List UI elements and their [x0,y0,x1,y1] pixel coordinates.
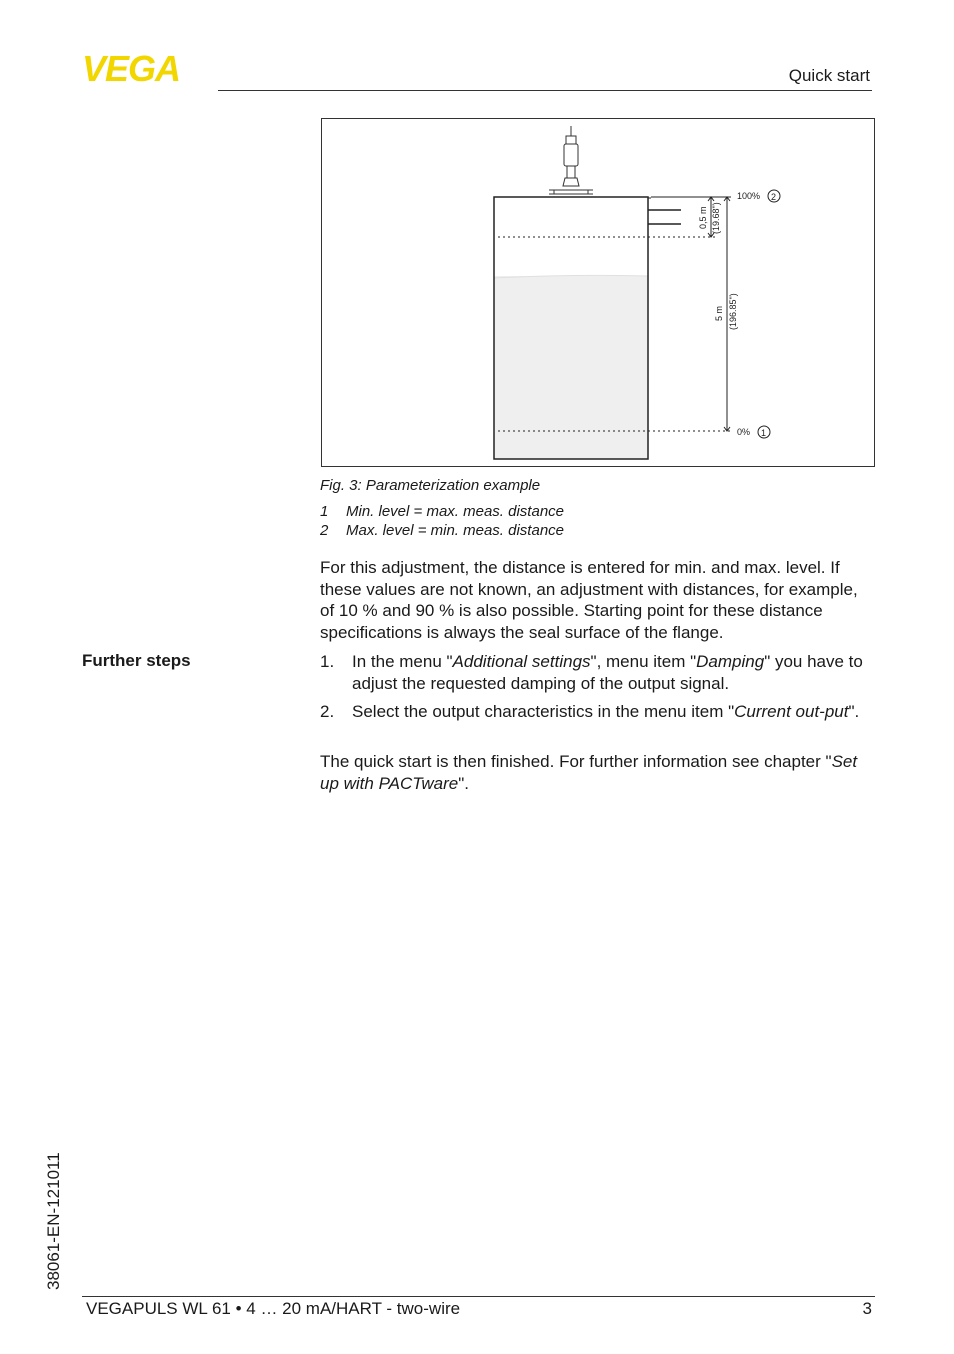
dim-small-in: (19.68") [711,202,721,234]
vega-logo [82,52,212,84]
finish-paragraph: The quick start is then finished. For further information see chapter "Set up with PACTware". [320,752,858,793]
dim-large-in: (196.85") [728,293,738,330]
logo-text: VEGA [82,52,181,84]
step-2: 2. Select the output characteristics in the menu item "Current out-put". [320,702,860,721]
header-section-title: Quick start [788,66,870,85]
legend-item-1 [320,503,564,520]
header-rule [218,90,872,91]
menu-item-name: Current out-put [734,702,849,721]
intro-paragraph: For this adjustment, the distance is entered for min. and max. level. If these values are not known, an adjustment with distances, for example, of 10 % and 90 % is also possible. Starting point for these distance specifications is always the seal surface of the flange. [320,558,858,643]
fill-level-area [494,276,648,459]
legend-num: 2 [320,522,329,539]
label-100-percent: 100% [737,191,761,201]
parameterization-diagram [321,118,876,468]
page-number: 3 [862,1299,872,1318]
dim-small-m: 0,5 m [698,206,708,229]
side-heading: Further steps [82,651,191,670]
legend-item-2 [320,522,564,539]
footer-title: VEGAPULS WL 61 • 4 … 20 mA/HART - two-wire [86,1299,461,1318]
footer-rule [82,1296,875,1297]
legend-num: 1 [320,503,329,520]
document-id: 38061-EN-121011 [44,1152,63,1290]
dim-large-m: 5 m [714,305,724,321]
figure-caption: Fig. 3: Parameterization example [320,477,541,494]
label-0-percent: 0% [737,427,751,437]
menu-name: Additional settings [452,652,591,671]
callout-2: 2 [771,192,777,202]
step-number: 1. [320,652,335,671]
chapter-reference: Set up with PACTware [320,752,858,793]
callout-1: 1 [761,428,767,438]
legend-text: Max. level = min. meas. distance [346,522,565,539]
legend-text: Min. level = max. meas. distance [346,503,565,520]
step-number: 2. [320,702,335,721]
menu-item-name: Damping [696,652,765,671]
radar-sensor-icon [549,126,593,194]
step-1: 1. In the menu "Additional settings", menu item "Damping" you have to adjust the requested damping of the output signal. [320,652,863,693]
